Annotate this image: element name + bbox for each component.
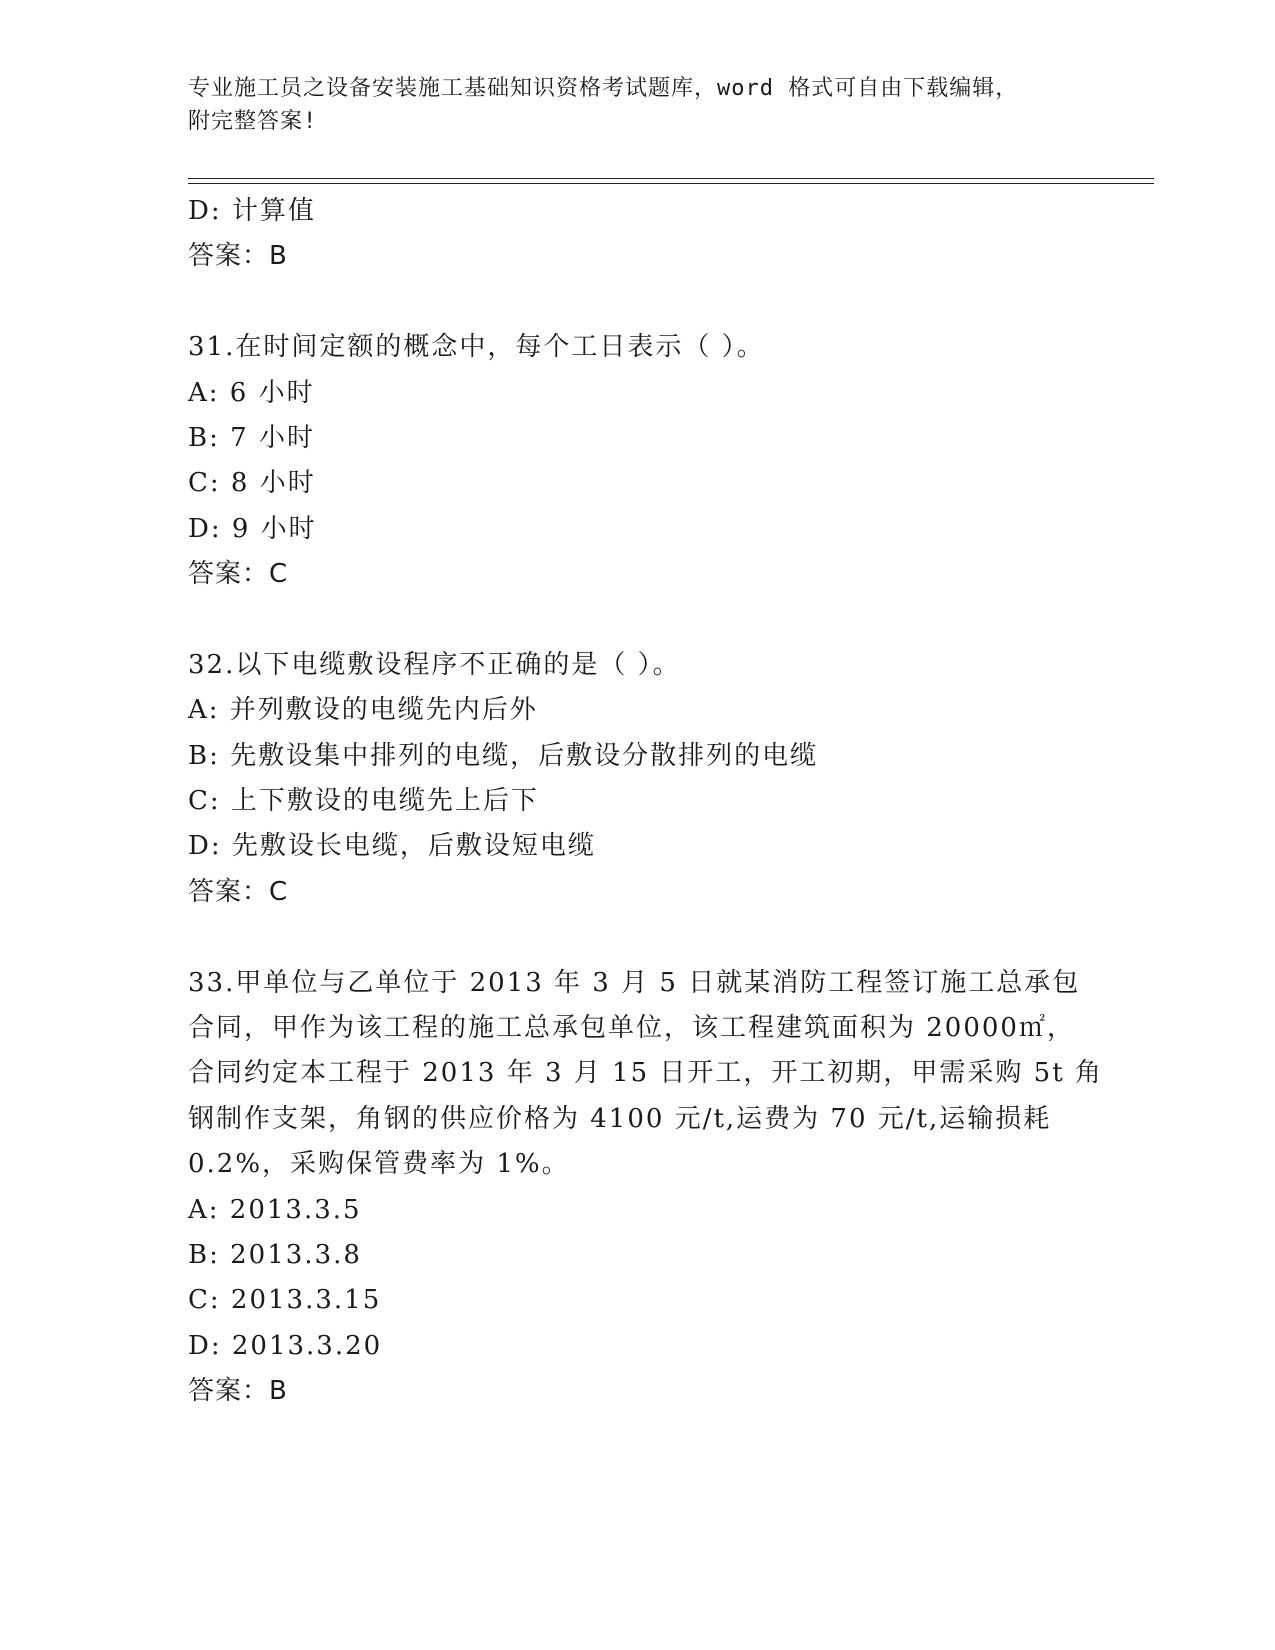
header-divider-top	[188, 178, 1154, 179]
q33-option-d: D: 2013.3.20	[188, 1330, 383, 1361]
prev-option-d: D: 计算值	[188, 196, 316, 226]
q33-option-b: B: 2013.3.8	[188, 1239, 362, 1270]
header-line-2: 附完整答案!	[188, 109, 318, 134]
q32-option-c: C: 上下敷设的电缆先上后下	[188, 786, 539, 817]
q31-answer: 答案：C	[188, 559, 289, 590]
q32-answer: 答案：C	[188, 876, 289, 907]
q31-option-b: B: 7 小时	[188, 422, 315, 453]
q33-question-line-2: 合同，甲作为该工程的施工总承包单位，该工程建筑面积为 20000㎡，	[188, 1013, 1075, 1044]
spacer	[188, 280, 1088, 325]
q33-question-line-4: 钢制作支架，角钢的供应价格为 4100 元/t,运费为 70 元/t,运输损耗	[188, 1103, 1052, 1134]
q31-option-d: D: 9 小时	[188, 513, 317, 544]
q33-answer: 答案：B	[188, 1376, 288, 1407]
q32-option-d: D: 先敷设长电缆，后敷设短电缆	[188, 831, 596, 862]
q33-question-line-1: 33.甲单位与乙单位于 2013 年 3 月 5 日就某消防工程签订施工总承包	[188, 967, 1081, 998]
spacer	[188, 598, 1088, 643]
question-content	[188, 189, 1103, 1415]
q31-question: 31.在时间定额的概念中，每个工日表示（ ）。	[188, 332, 765, 363]
page-header	[188, 72, 1068, 138]
q33-option-c: C: 2013.3.15	[188, 1285, 382, 1316]
q31-option-a: A: 6 小时	[188, 377, 315, 408]
q32-option-b: B: 先敷设集中排列的电缆，后敷设分散排列的电缆	[188, 740, 819, 771]
q31-option-c: C: 8 小时	[188, 468, 316, 499]
header-divider-bottom	[188, 183, 1154, 184]
prev-answer: 答案：B	[188, 241, 288, 272]
header-line-1: 专业施工员之设备安装施工基础知识资格考试题库，word 格式可自由下载编辑，	[188, 76, 1019, 101]
q33-option-a: A: 2013.3.5	[188, 1194, 362, 1225]
spacer	[188, 915, 1088, 960]
q33-question-line-3: 合同约定本工程于 2013 年 3 月 15 日开工，开工初期，甲需采购 5t 角	[188, 1058, 1103, 1089]
q33-question-line-5: 0.2%，采购保管费率为 1%。	[188, 1149, 570, 1180]
q32-option-a: A: 并列敷设的电缆先内后外	[188, 695, 538, 726]
q32-question: 32.以下电缆敷设程序不正确的是（ ）。	[188, 649, 681, 680]
